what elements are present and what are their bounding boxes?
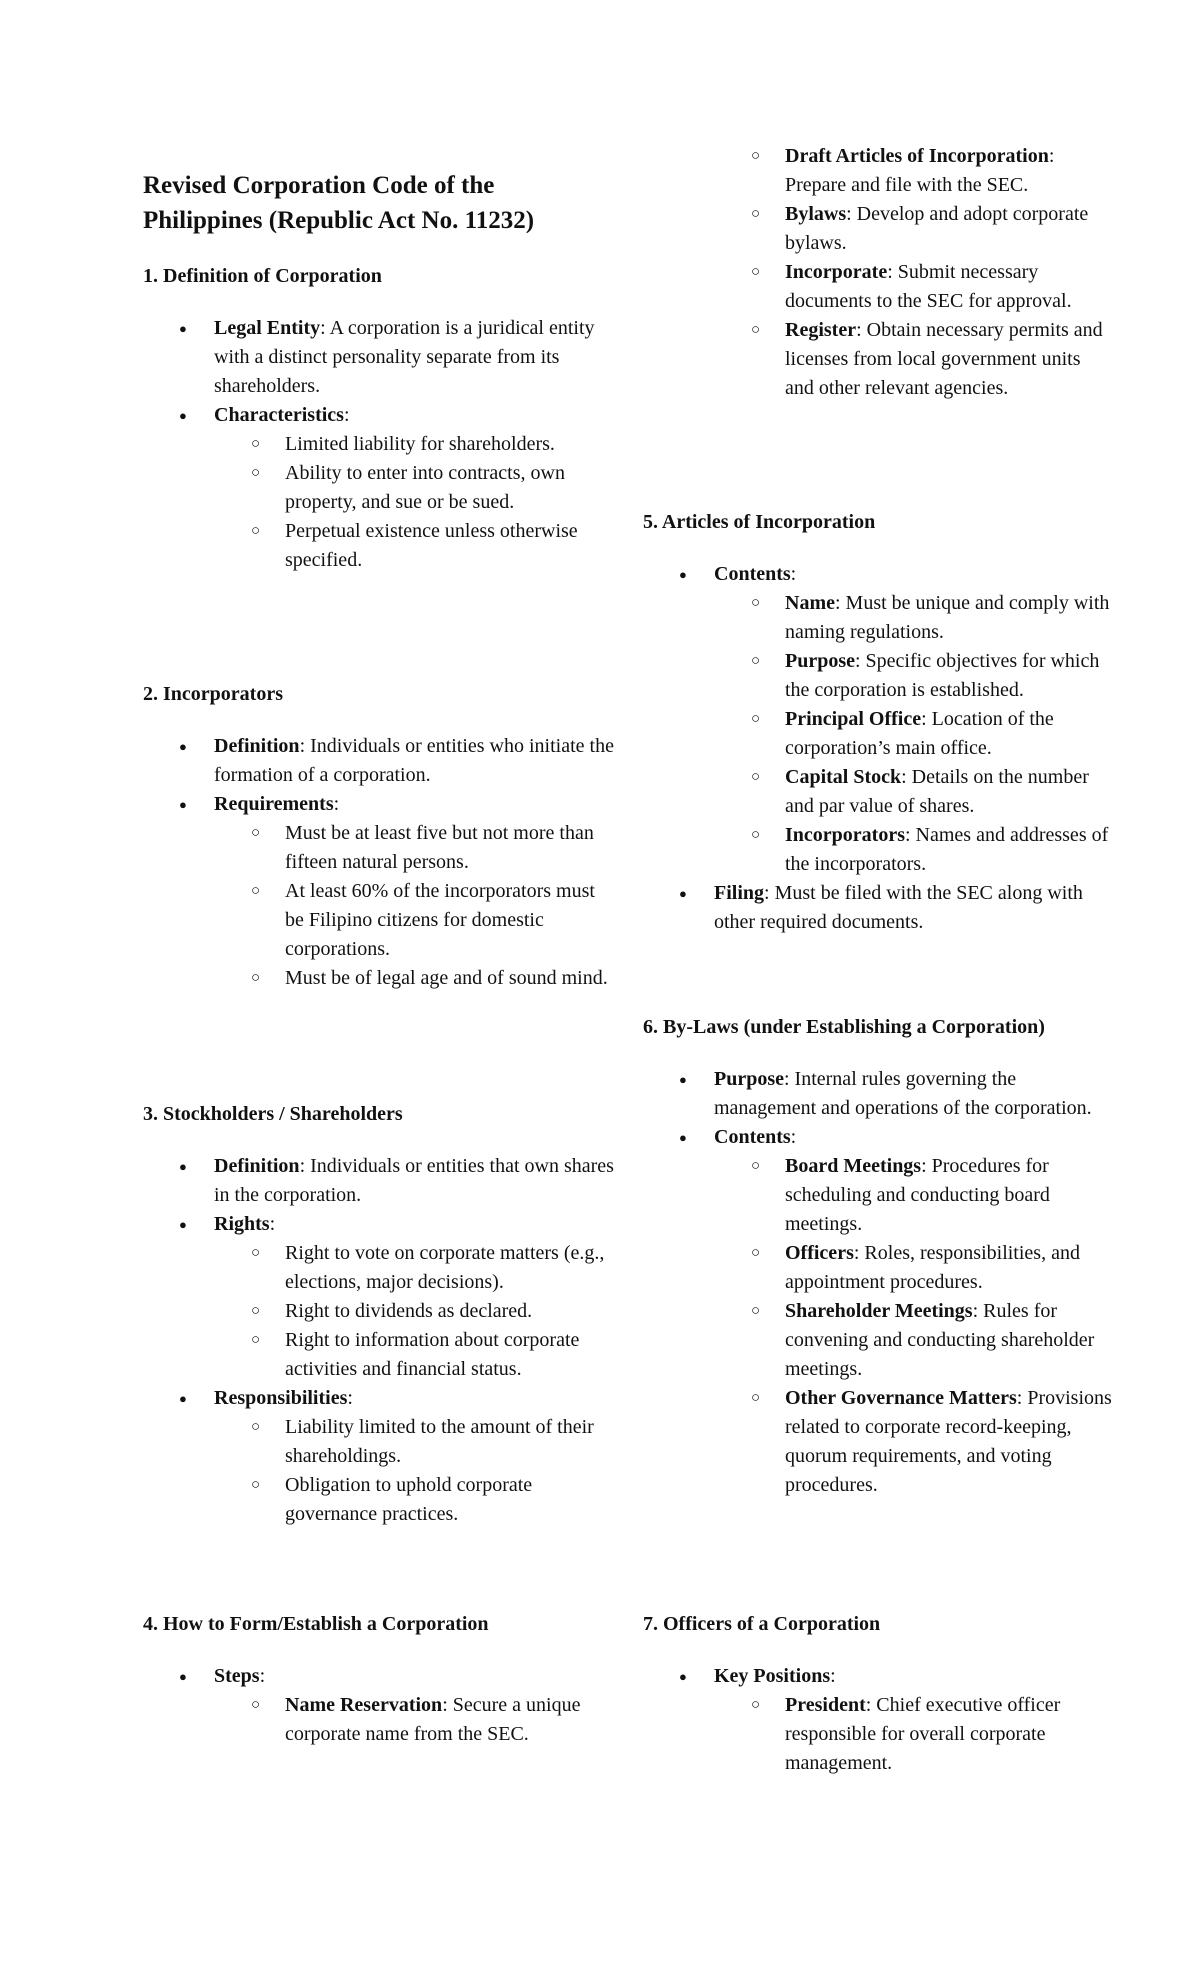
section-incorporators [143, 680, 613, 993]
sub-list [214, 430, 614, 575]
list-item: ○ Perpetual existence unless otherwise specified. [214, 517, 614, 575]
list-item: ● Purpose: Internal rules governing the management and operations of the corporation. [643, 1065, 1114, 1123]
list-item: ○ Incorporators: Names and addresses of the incorporators. [714, 821, 1114, 879]
list-item: ○ Must be of legal age and of sound mind. [214, 964, 614, 993]
list-item: ○ Officers: Roles, responsibilities, and appointment procedures. [714, 1239, 1114, 1297]
section-heading: 4. How to Form/Establish a Corporation [143, 1613, 489, 1635]
bullet-list [643, 560, 1113, 937]
section-heading: 7. Officers of a Corporation [643, 1613, 881, 1635]
bullet-list [643, 1662, 1113, 1778]
sub-list [714, 1691, 1114, 1778]
list-item: ● Rights: ○ Right to vote on corporate matters (e.g., elections, major decisions). ○ Right to dividends as declared. ○ Right to information about corporate activities and financial status. [143, 1210, 614, 1384]
list-item: ● Filing: Must be filed with the SEC along with other required documents. [643, 879, 1114, 937]
list-item: ○ Principal Office: Location of the corporation’s main office. [714, 705, 1114, 763]
section-how-to-form-continued [643, 142, 1113, 403]
list-item: ○ Draft Articles of Incorporation: Prepare and file with the SEC. [714, 142, 1114, 200]
list-item: ○ At least 60% of the incorporators must be Filipino citizens for domestic corporations. [214, 877, 614, 964]
bullet-list [143, 1152, 613, 1529]
list-item: ● Key Positions: ○ President: Chief executive officer responsible for overall corporate management. [643, 1662, 1114, 1778]
sub-list [714, 589, 1114, 879]
list-item: ● Definition: Individuals or entities that own shares in the corporation. [143, 1152, 614, 1210]
sub-list [214, 819, 614, 993]
list-item: ○ Bylaws: Develop and adopt corporate bylaws. [714, 200, 1114, 258]
list-item: ● Steps: ○ Name Reservation: Secure a unique corporate name from the SEC. [143, 1662, 614, 1749]
list-item: ● Legal Entity: A corporation is a juridical entity with a distinct personality separate from its shareholders. [143, 314, 614, 401]
section-by-laws [643, 1013, 1113, 1500]
list-item: ● Contents: ○ Name: Must be unique and comply with naming regulations. ○ Purpose: Specific objectives for which the corporation is established. ○ Principal Office: Location of the corporation’s main office. ○ Capital Stock: Details on the number and par value of shares. ○ Incorporators: Names and addresses of the incorporators. [643, 560, 1114, 879]
section-heading: 6. By-Laws (under Establishing a Corporation) [643, 1016, 1045, 1038]
document-title: Revised Corporation Code of the Philippines (Republic Act No. 11232) [143, 172, 535, 234]
sub-list [214, 1691, 614, 1749]
section-articles-of-incorporation [643, 508, 1113, 937]
list-item: ○ Other Governance Matters: Provisions related to corporate record-keeping, quorum requirements, and voting procedures. [714, 1384, 1114, 1500]
bullet-list [143, 732, 613, 993]
list-item: ○ Purpose: Specific objectives for which the corporation is established. [714, 647, 1114, 705]
section-heading: 3. Stockholders / Shareholders [143, 1103, 403, 1125]
sub-list [214, 1239, 614, 1384]
list-item: ○ Ability to enter into contracts, own property, and sue or be sued. [214, 459, 614, 517]
section-heading: 1. Definition of Corporation [143, 265, 382, 287]
list-item: ○ Right to dividends as declared. [214, 1297, 614, 1326]
list-item: ○ Must be at least five but not more than fifteen natural persons. [214, 819, 614, 877]
list-item: ● Contents: ○ Board Meetings: Procedures for scheduling and conducting board meetings. ○ Officers: Roles, responsibilities, and appointment procedures. ○ Shareholder Meetings: Rules for convening and conducting shareholder meetings. ○ Other Governance Matters: Provisions related to corporate record-keeping, quorum requirements, and voting procedures. [643, 1123, 1114, 1500]
section-stockholders [143, 1100, 613, 1529]
bullet-list [143, 314, 613, 575]
list-item: ● Characteristics: ○ Limited liability for shareholders. ○ Ability to enter into contracts, own property, and sue or be sued. ○ Perpetual existence unless otherwise specified. [143, 401, 614, 575]
list-item: ○ Liability limited to the amount of their shareholdings. [214, 1413, 614, 1471]
list-item: ● Definition: Individuals or entities who initiate the formation of a corporation. [143, 732, 614, 790]
list-item: ○ Name: Must be unique and comply with naming regulations. [714, 589, 1114, 647]
list-item: ○ Board Meetings: Procedures for scheduling and conducting board meetings. [714, 1152, 1114, 1239]
section-definition-of-corporation [143, 262, 613, 575]
list-item: ○ Right to information about corporate activities and financial status. [214, 1326, 614, 1384]
bullet-list [143, 1662, 613, 1749]
bullet-list [643, 1065, 1113, 1500]
list-item: ○ Capital Stock: Details on the number and par value of shares. [714, 763, 1114, 821]
list-item: ○ Incorporate: Submit necessary documents to the SEC for approval. [714, 258, 1114, 316]
list-item: ○ President: Chief executive officer responsible for overall corporate management. [714, 1691, 1114, 1778]
list-item: ● Responsibilities: ○ Liability limited to the amount of their shareholdings. ○ Obligation to uphold corporate governance practices. [143, 1384, 614, 1529]
section-heading: 2. Incorporators [143, 683, 283, 705]
sub-list [643, 142, 1114, 403]
list-item: ○ Obligation to uphold corporate governance practices. [214, 1471, 614, 1529]
list-item: ○ Name Reservation: Secure a unique corporate name from the SEC. [214, 1691, 614, 1749]
list-item: ○ Right to vote on corporate matters (e.g., elections, major decisions). [214, 1239, 614, 1297]
list-item: ● Requirements: ○ Must be at least five but not more than fifteen natural persons. ○ At least 60% of the incorporators must be Filipino citizens for domestic corporations. ○ Must be of legal age and of sound mind. [143, 790, 614, 993]
section-heading: 5. Articles of Incorporation [643, 511, 876, 533]
section-how-to-form [143, 1610, 613, 1749]
sub-list [714, 1152, 1114, 1500]
list-item: ○ Register: Obtain necessary permits and licenses from local government units and other relevant agencies. [714, 316, 1114, 403]
section-officers [643, 1610, 1113, 1778]
list-item: ○ Limited liability for shareholders. [214, 430, 614, 459]
sub-list [214, 1413, 614, 1529]
list-item: ○ Shareholder Meetings: Rules for convening and conducting shareholder meetings. [714, 1297, 1114, 1384]
